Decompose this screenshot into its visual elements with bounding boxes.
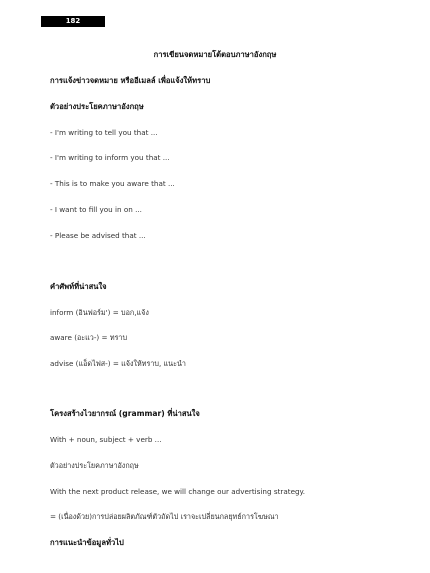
section-heading-general: การแนะนำข้อมูลทั่วไป — [50, 538, 124, 547]
vocab-item: aware (อะแว-) = ทราบ — [50, 333, 128, 342]
phrase-item: - I want to fill you in on ... — [50, 205, 142, 214]
phrase-item: - I'm writing to tell you that ... — [50, 128, 158, 137]
vocab-heading: คำศัพท์ที่น่าสนใจ — [50, 282, 107, 291]
phrase-item: - Please be advised that ... — [50, 231, 146, 240]
vocab-item: advise (แอ็ดไฟส-) = แจ้งให้ทราบ, แนะนำ — [50, 359, 186, 368]
section-heading-inform: การแจ้งข่าวจดหมาย หรืออีเมลล์ เพื่อแจ้งให้ทราบ — [50, 76, 211, 85]
example-subheading: ตัวอย่างประโยคภาษาอังกฤษ — [50, 102, 144, 111]
vocab-item: inform (อินฟอร์ม') = บอก,แจ้ง — [50, 308, 149, 317]
grammar-example-th: = (เนื่องด้วย)การปล่อยผลิตภัณฑ์ตัวถัดไป เราจะเปลี่ยนกลยุทธ์การโฆษณา — [50, 512, 279, 521]
grammar-heading: โครงสร้างไวยากรณ์ (grammar) ที่น่าสนใจ — [50, 409, 200, 418]
phrase-item: - This is to make you aware that ... — [50, 179, 175, 188]
grammar-pattern: With + noun, subject + verb ... — [50, 435, 162, 444]
phrase-item: - I'm writing to inform you that ... — [50, 153, 170, 162]
page-title: การเขียนจดหมายโต้ตอบภาษาอังกฤษ — [153, 50, 277, 59]
grammar-example-en: With the next product release, we will change our advertising strategy. — [50, 487, 306, 496]
grammar-example-label: ตัวอย่างประโยคภาษาอังกฤษ — [50, 461, 139, 470]
page-number: 182 — [41, 16, 105, 27]
